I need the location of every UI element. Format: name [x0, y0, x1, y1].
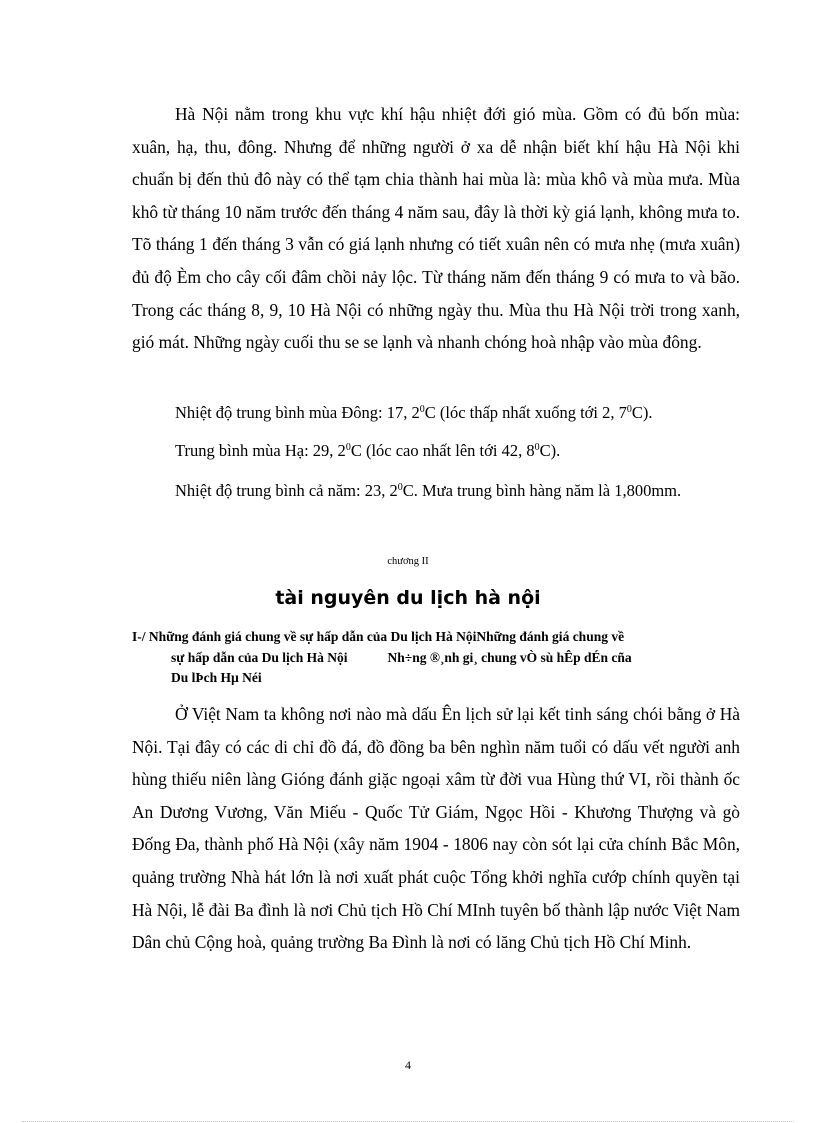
winter-temp-degree-1: 0 — [419, 404, 425, 415]
annual-temperature-line — [175, 481, 681, 501]
summer-temp-prefix: Trung bình mùa Hạ: 29, 2 — [175, 441, 346, 460]
annual-temp-prefix: Nhiệt độ trung bình cả năm: 23, 2 — [175, 481, 398, 500]
chapter-label: chương II — [387, 556, 429, 567]
winter-temp-suffix: C). — [631, 403, 653, 422]
summer-temp-middle: C (lóc cao nhất lên tới 42, 8 — [350, 441, 535, 460]
annual-temp-degree: 0 — [397, 482, 403, 493]
summer-temp-degree-2: 0 — [534, 442, 540, 453]
chapter-title: tài nguyên du lịch hà nội — [275, 587, 541, 609]
section-heading-line-1: I-/ Những đánh giá chung về sự hấp dẫn của Du lịch Hà NộiNhững đánh giá chung về — [132, 629, 625, 644]
winter-temperature-line — [175, 403, 652, 423]
winter-temp-prefix: Nhiệt độ trung bình mùa Đông: 17, 2 — [175, 403, 420, 422]
page-bottom-divider — [22, 1121, 794, 1122]
summer-temp-suffix: C). — [539, 441, 561, 460]
climate-paragraph — [132, 98, 740, 359]
history-paragraph-text: Ở Việt Nam ta không nơi nào mà dấu Ên lịch sử lại kết tinh sáng chói bằng ở Hà Nội. Tại đây có các di chỉ đồ đá, đồ đồng ba bên nghìn năm tuổi có dấu vết người anh hùng thiếu niên làng Gióng đánh giặc ngoại xâm từ đời vua Hùng thứ VI, rồi thành ốc An Dương Vương, Văn Miếu - Quốc Tử Giám, Ngọc Hồi - Khương Thượng và gò Đống Đa, thành phố Hà Nội (xây năm 1904 - 1806 nay còn sót lại cửa chính Bắc Môn, quảng trường Nhà hát lớn là nơi xuất phát cuộc Tổng khởi nghĩa cướp chính quyền tại Hà Nội, lễ đài Ba đình là nơi Chủ tịch Hồ Chí MInh tuyên bố thành lập nước Việt Nam Dân chủ Cộng hoà, quảng trường Ba Đình là nơi có lăng Chủ tịch Hồ Chí Minh. — [132, 704, 740, 953]
section-heading-line-2 — [132, 648, 742, 669]
section-heading-line-2a: sự hấp dẫn của Du lịch Hà Nội — [171, 649, 348, 665]
page-number: 4 — [405, 1058, 411, 1072]
history-paragraph — [132, 698, 740, 959]
summer-temp-degree-1: 0 — [345, 442, 351, 453]
annual-temp-suffix: C. Mưa trung bình hàng năm là 1,800mm. — [402, 481, 682, 500]
winter-temp-middle: C (lóc thấp nhất xuống tới 2, 7 — [424, 403, 627, 422]
section-heading — [132, 627, 742, 689]
summer-temperature-line — [175, 441, 560, 461]
winter-temp-degree-2: 0 — [626, 404, 632, 415]
section-heading-line-3: Du lÞch Hµ Néi — [171, 670, 262, 685]
climate-paragraph-text: Hà Nội nằm trong khu vực khí hậu nhiệt đới gió mùa. Gồm có đủ bốn mùa: xuân, hạ, thu, đông. Nhưng để những người ở xa dễ nhận biết khí hậu Hà Nội khi chuẩn bị đến thủ đô này có thể tạm chia thành hai mùa là: mùa khô và mùa mưa. Mùa khô từ tháng 10 năm trước đến tháng 4 năm sau, đây là thời kỳ giá lạnh, không mưa to. Tõ tháng 1 đến tháng 3 vẫn có giá lạnh nhưng có tiết xuân nên có mưa nhẹ (mưa xuân) đủ độ Èm cho cây cối đâm chồi nảy lộc. Từ tháng năm đến tháng 9 có mưa to và bão. Trong các tháng 8, 9, 10 Hà Nội có những ngày thu. Mùa thu Hà Nội trời trong xanh, gió mát. Những ngày cuối thu se se lạnh và nhanh chóng hoà nhập vào mùa đông. — [132, 104, 740, 353]
section-heading-line-2b: Nh÷ng ®¸nh gi¸ chung vÒ sù hÊp dÉn cña — [387, 649, 632, 665]
